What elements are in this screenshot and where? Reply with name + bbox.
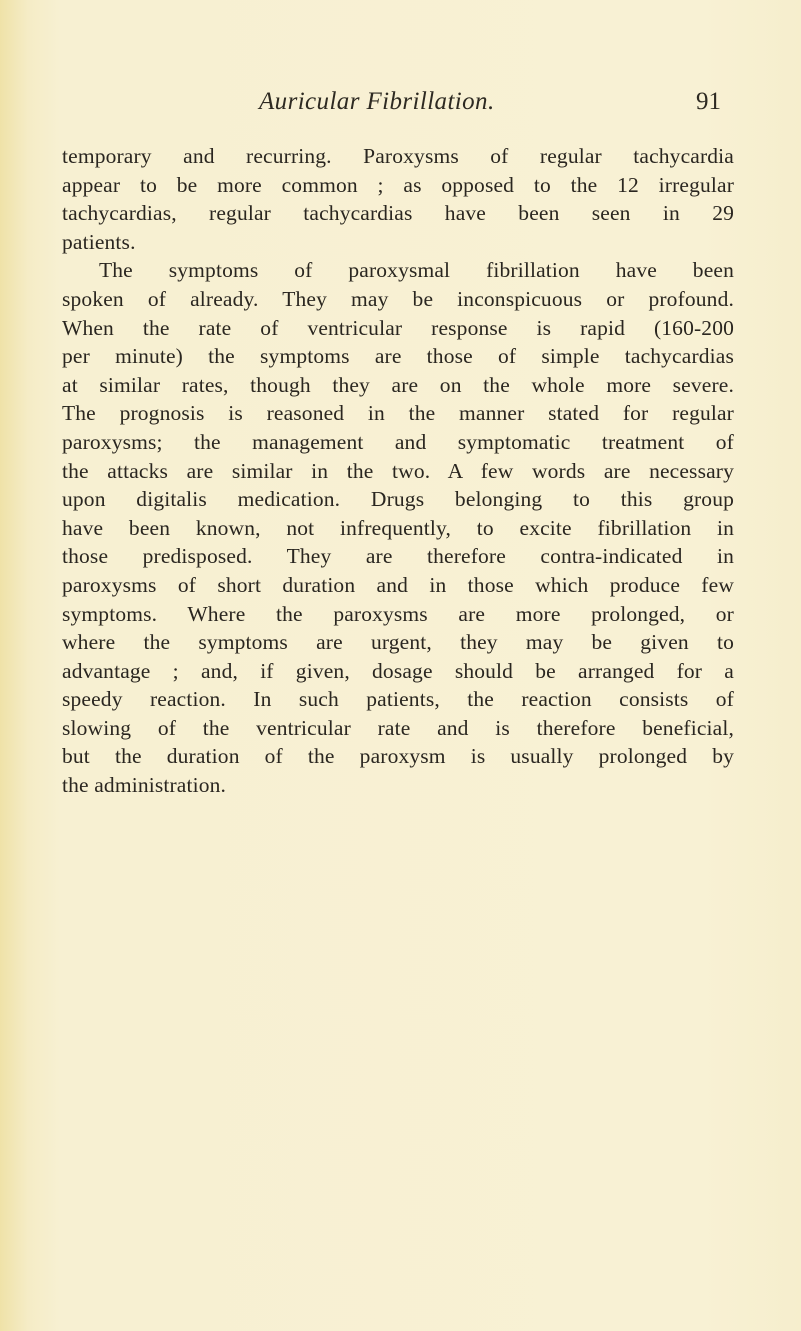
text-line: upon digitalis medication. Drugs belonging to this group	[62, 487, 734, 512]
running-title: Auricular Fibrillation.	[259, 88, 495, 115]
text-line: the attacks are similar in the two. A few words are necessary	[62, 458, 734, 483]
text-line: those predisposed. They are therefore contra-indicated in	[62, 544, 734, 569]
text-line: speedy reaction. In such patients, the reaction consists of	[62, 687, 734, 712]
text-line: appear to be more common ; as opposed to the 12 irregular	[62, 172, 734, 197]
text-line: where the symptoms are urgent, they may be given to	[62, 630, 734, 655]
text-line: advantage ; and, if given, dosage should be arranged for a	[62, 658, 734, 683]
running-head	[0, 88, 801, 128]
text-line: but the duration of the paroxysm is usually prolonged by	[62, 744, 734, 769]
text-line: When the rate of ventricular response is rapid (160-200	[62, 315, 734, 340]
text-line: temporary and recurring. Paroxysms of regular tachycardia	[62, 144, 734, 168]
text-line: tachycardias, regular tachycardias have been seen in 29	[62, 201, 734, 226]
text-line: spoken of already. They may be inconspicuous or profound.	[62, 286, 734, 311]
page-number: 91	[696, 88, 721, 115]
body-text	[62, 142, 734, 800]
text-line: at similar rates, though they are on the whole more severe.	[62, 372, 734, 397]
text-line: paroxysms; the management and symptomatic treatment of	[62, 429, 734, 454]
text-line: patients.	[62, 229, 136, 254]
text-line: have been known, not infrequently, to excite fibrillation in	[62, 515, 734, 540]
text-line: The prognosis is reasoned in the manner stated for regular	[62, 401, 734, 426]
text-line: per minute) the symptoms are those of simple tachycardias	[62, 344, 734, 369]
text-line: the administration.	[62, 773, 227, 798]
text-line: slowing of the ventricular rate and is therefore beneficial,	[62, 715, 734, 740]
paragraph-start-line: The symptoms of paroxysmal fibrillation have been	[99, 258, 734, 283]
text-line: paroxysms of short duration and in those which produce few	[62, 572, 734, 597]
text-line: symptoms. Where the paroxysms are more prolonged, or	[62, 601, 734, 626]
